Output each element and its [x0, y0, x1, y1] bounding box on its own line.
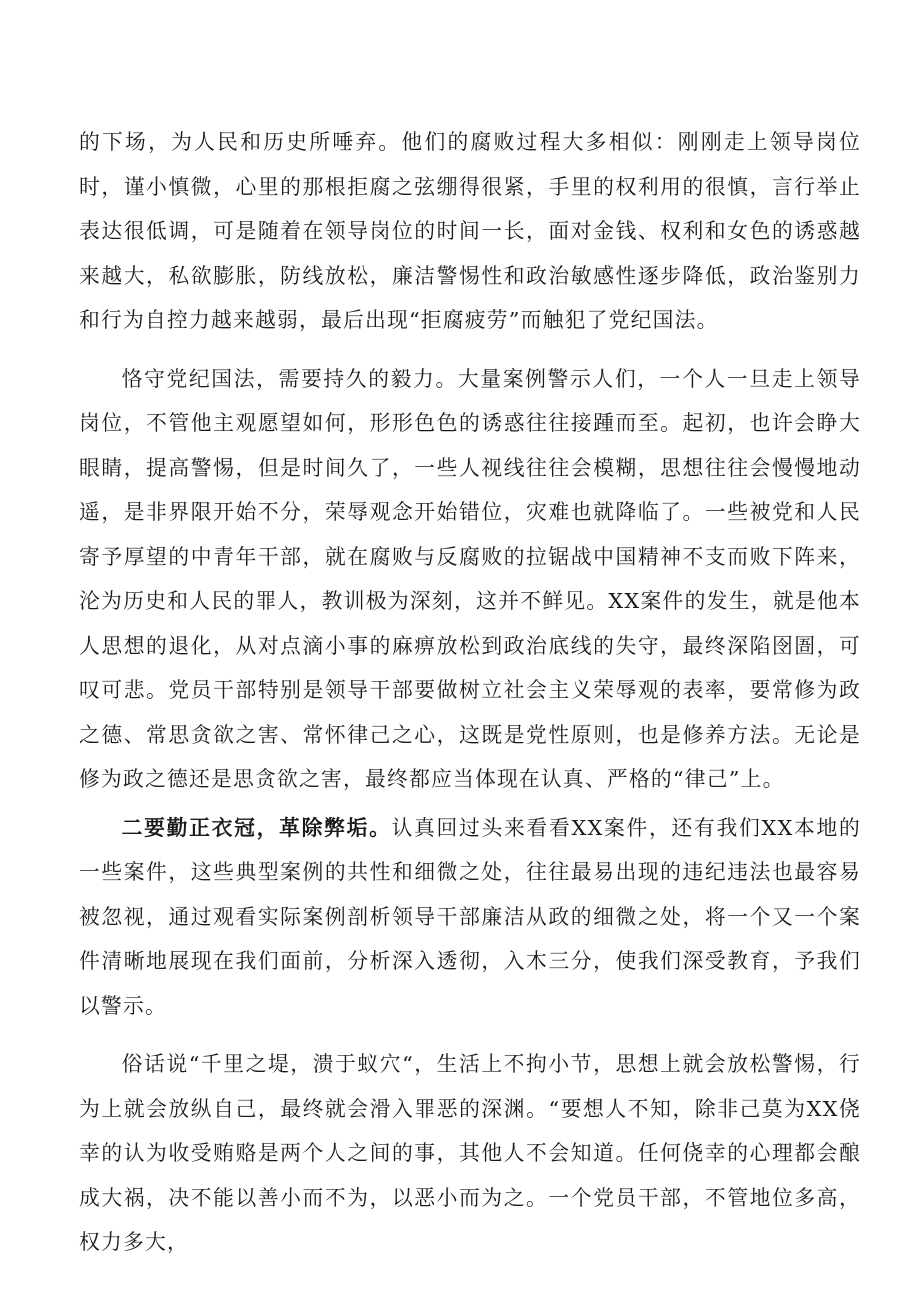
paragraph-4-text: 俗话说“千里之堤，溃于蚁穴“，生活上不拘小节，思想上就会放松警惕，行为上就会放纵自己，最终就会滑入罪恶的深渊。“要想人不知，除非己莫为XX侥幸的认为收受贿赂是两个人之间的事，其他人不会知道。任何侥幸的心理都会酿成大祸，决不能以善小而不为，以恶小而为之。一个党员干部，不管地位多高，权力多大， — [79, 1052, 861, 1254]
paragraph-4 — [79, 1042, 861, 1265]
paragraph-1 — [79, 120, 861, 343]
paragraph-2-text: 恪守党纪国法，需要持久的毅力。大量案例警示人们，一个人一旦走上领导岗位，不管他主观愿望如何，形形色色的诱惑往往接踵而至。起初，也许会睁大眼睛，提高警惕，但是时间久了，一些人视线往往会模糊，思想往往会慢慢地动遥，是非界限开始不分，荣辱观念开始错位，灾难也就降临了。一些被党和人民寄予厚望的中青年干部，就在腐败与反腐败的拉锯战中国精神不支而败下阵来，沦为历史和人民的罪人，教训极为深刻，这并不鲜见。XX案件的发生，就是他本人思想的退化，从对点滴小事的麻痹放松到政治底线的失守，最终深陷囹圄，可叹可悲。党员干部特别是领导干部要做树立社会主义荣辱观的表率，要常修为政之德、常思贪欲之害、常怀律己之心，这既是党性原则，也是修养方法。无论是修为政之德还是思贪欲之害，最终都应当体现在认真、严格的“律己”上。 — [79, 366, 861, 791]
paragraph-3 — [79, 806, 861, 1029]
paragraph-2 — [79, 357, 861, 802]
paragraph-3-heading: 二要勤正衣冠，革除弊垢。 — [121, 815, 392, 840]
paragraph-1-text: 的下场，为人民和历史所唾弃。他们的腐败过程大多相似：刚刚走上领导岗位时，谨小慎微，心里的那根拒腐之弦绷得很紧，手里的权利用的很慎，言行举止表达很低调，可是随着在领导岗位的时间一长，面对金钱、权利和女色的诱惑越来越大，私欲膨胀，防线放松，廉洁警惕性和政治敏感性逐步降低，政治鉴别力和行为自控力越来越弱，最后出现“拒腐疲劳”而触犯了党纪国法。 — [79, 130, 861, 332]
paragraph-3-text: 认真回过头来看看XX案件，还有我们XX本地的一些案件，这些典型案例的共性和细微之处，往往最易出现的违纪违法也最容易被忽视，通过观看实际案例剖析领导干部廉洁从政的细微之处，将一个又一个案件清晰地展现在我们面前，分析深入透彻，入木三分，使我们深受教育，予我们以警示。 — [79, 815, 861, 1018]
document-body — [79, 120, 861, 1265]
